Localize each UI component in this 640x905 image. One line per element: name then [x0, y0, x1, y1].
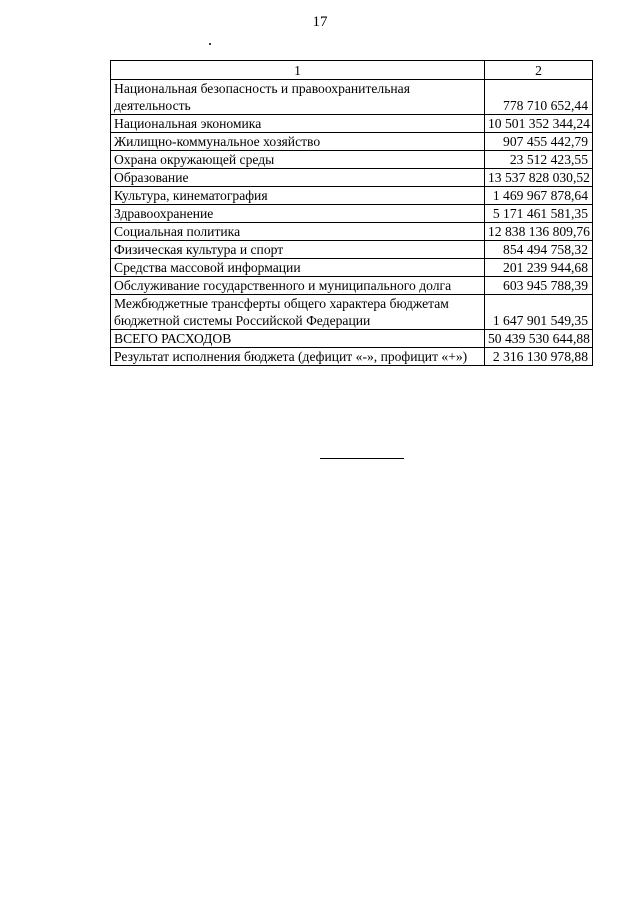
row-value: 10 501 352 344,24	[485, 115, 593, 133]
table-row	[111, 241, 593, 259]
row-label: Обслуживание государственного и муниципального долга	[111, 277, 485, 295]
row-label: Межбюджетные трансферты общего характера бюджетам бюджетной системы Российской Федерации	[111, 295, 485, 330]
end-of-document-rule	[320, 458, 404, 459]
row-label: Национальная экономика	[111, 115, 485, 133]
row-label: Образование	[111, 169, 485, 187]
expenditure-table	[110, 60, 593, 366]
row-label: Средства массовой информации	[111, 259, 485, 277]
row-label: Национальная безопасность и правоохранительная деятельность	[111, 80, 485, 115]
column-header-2: 2	[485, 61, 593, 80]
row-value: 12 838 136 809,76	[485, 223, 593, 241]
row-label: Результат исполнения бюджета (дефицит «-», профицит «+»)	[111, 348, 485, 366]
row-value: 5 171 461 581,35	[485, 205, 593, 223]
row-label: ВСЕГО РАСХОДОВ	[111, 330, 485, 348]
row-label: Социальная политика	[111, 223, 485, 241]
row-value: 13 537 828 030,52	[485, 169, 593, 187]
scan-speck	[209, 43, 211, 45]
table-row	[111, 277, 593, 295]
table-row	[111, 115, 593, 133]
table-row	[111, 223, 593, 241]
row-value: 1 647 901 549,35	[485, 295, 593, 330]
row-value: 201 239 944,68	[485, 259, 593, 277]
row-label: Жилищно-коммунальное хозяйство	[111, 133, 485, 151]
row-value: 2 316 130 978,88	[485, 348, 593, 366]
row-label: Физическая культура и спорт	[111, 241, 485, 259]
row-value: 1 469 967 878,64	[485, 187, 593, 205]
table-row	[111, 169, 593, 187]
row-value: 778 710 652,44	[485, 80, 593, 115]
table-row	[111, 295, 593, 330]
row-label: Охрана окружающей среды	[111, 151, 485, 169]
table-row-total	[111, 330, 593, 348]
table-row	[111, 205, 593, 223]
table-row	[111, 259, 593, 277]
table-row	[111, 187, 593, 205]
table-row	[111, 80, 593, 115]
table-header-row	[111, 61, 593, 80]
table-row-result	[111, 348, 593, 366]
column-header-1: 1	[111, 61, 485, 80]
row-label: Культура, кинематография	[111, 187, 485, 205]
row-value: 854 494 758,32	[485, 241, 593, 259]
page-number: 17	[312, 14, 328, 30]
row-value: 603 945 788,39	[485, 277, 593, 295]
table-row	[111, 133, 593, 151]
row-label: Здравоохранение	[111, 205, 485, 223]
row-value: 907 455 442,79	[485, 133, 593, 151]
row-value: 23 512 423,55	[485, 151, 593, 169]
table-row	[111, 151, 593, 169]
row-value: 50 439 530 644,88	[485, 330, 593, 348]
